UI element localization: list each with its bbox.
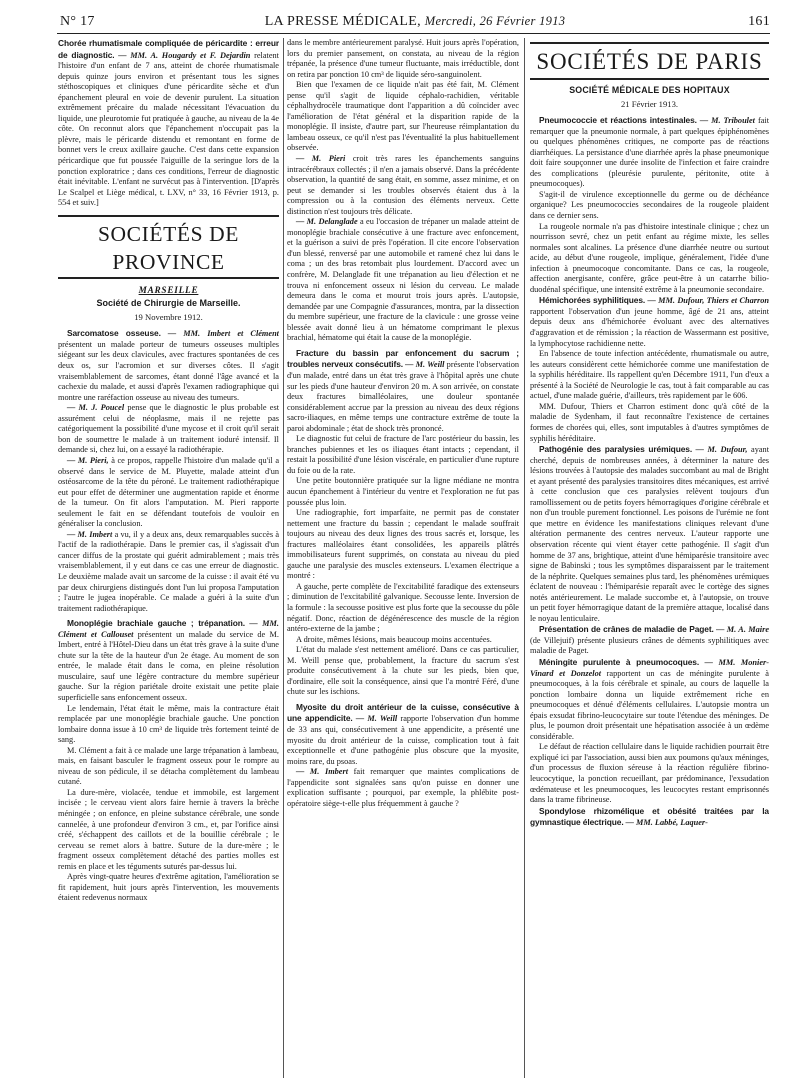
column-divider [524, 38, 525, 1078]
speaker: — M. Imbert [296, 767, 349, 777]
article-text: rapportent l'observation d'un jeune homme, âgé de 21 ans, atteint depuis deux ans d'hémichorée évoluant avec des alternatives d'aggravation et de rémission ; la réaction de Wassermann est positive, la lymphocytose rachidienne nette. [530, 306, 769, 348]
paragraph [58, 403, 279, 456]
paragraph [58, 530, 279, 614]
paragraph-text: pense que le diagnostic le plus probable est assurément celui de néoplasme, mais il ne rejette pas catégoriquement la possibilité d'une mycose et il croit qu'il serait bon de soumettre le malade à un traitement ioduré intensif. Il demande si, chez lui, on a essayé la radiothérapie. [58, 403, 279, 455]
article-authors: — MM. Labbé, Laquer- [625, 818, 708, 828]
paragraph: Une petite boutonnière pratiquée sur la ligne médiane ne montra aucun épanchement à l'intérieur du ventre et l'exploration ne fut pas poussée plus loin. [287, 476, 519, 507]
paragraph: Le défaut de réaction cellulaire dans le liquide rachidien pourrait être expliqué ici par l'association, aussi bien aux poumons qu'aux méninges, d'un processus de fluxion séreuse à la réaction régulière fibrino-leucocytique, la ponction recueillant, par prédominance, l'exsudation œdémateuse et les pneumocoques, les leucocytes restant emprisonnés dans la trame fibrineuse. [530, 742, 769, 805]
section-banner: SOCIÉTÉS DE PROVINCE [58, 215, 279, 279]
article-title: Chorée rhumatismale compliquée de péricardite : erreur de diagnostic. [58, 38, 279, 60]
article-title: Sarcomatose osseuse. [67, 328, 161, 339]
paragraph: A gauche, perte complète de l'excitabilité faradique des extenseurs ; diminution de l'excitabilité galvanique. Secousse lente. Inversion de la formule : la secousse positive est plus forte que la secousse du pôle négatif. Donc, réaction de dégénérescence des muscle de la région antéro-externe de la jambe ; [287, 581, 519, 634]
society-heading: Société de Chirurgie de Marseille. [96, 298, 241, 309]
paragraph: S'agit-il de virulence exceptionnelle du germe ou de déchéance organique? Les pneumococcies secondaires de la rougeole plaident dans ce dernier sens. [530, 189, 769, 221]
article-text: présente l'observation d'un malade, entré dans un état très grave à l'hôpital après une chute sur les pieds d'une hauteur d'environ 20 m. A son arrivée, on constate deux fractures bimalléolaires, une douleur spontanée considérablement accrue par la pression au niveau des deux régions sacro-iliaques, en même temps une contracture extrême de toute la paroi abdominale ; état de shock très prononcé. [287, 360, 519, 433]
article [530, 624, 769, 657]
session-date: 19 Novembre 1912. [134, 311, 203, 322]
article-authors: — M. Weill [355, 714, 398, 724]
article-authors: — MM. Dufour, Thiers et Charron [647, 296, 769, 306]
issue-date: Mercredi, 26 Février 1913 [424, 14, 566, 28]
article-text: rapportent un cas de méningite purulente à pneumocoques, à la fois cérébrale et spinale, au cours de laquelle la ponction lombaire donna un liquide extrêmement riche en pneumocoques et dénué d'éléments cellulaires. L'autopsie montra un épais exsudat fibrino-leucocytaire sur toute l'étendue des méninges. De plus, le poumon droit présentait une hépatisation associée à un œdème considérable. [530, 668, 769, 741]
speaker: — M. J. Poucel [67, 403, 125, 413]
paragraph [58, 456, 279, 530]
column-right [530, 38, 769, 1078]
issue-number: N° 17 [60, 14, 95, 29]
article-authors: — M. Triboulet [699, 116, 755, 126]
society-heading: SOCIÉTÉ MÉDICALE DES HOPITAUX [569, 85, 730, 95]
paragraph: dans le membre antérieurement paralysé. Huit jours après l'opération, lors du premier pansement, on constata, au niveau de la région trépanée, la présence d'une tumeur fluctuante, mais irréductible, dont on retira par ponction 10 cm³ de liquide séro-sanguinolent. [287, 38, 519, 79]
session-date: 21 Février 1913. [620, 98, 679, 109]
speaker: — M. Imbert [67, 529, 113, 539]
article [58, 328, 279, 403]
column-divider [283, 38, 284, 1078]
article-authors: — M. Dufour, [695, 445, 748, 455]
paragraph-text: croit très rares les épanchements sanguins intracérébraux collectés ; il n'en a jamais observé. Dans la précédente observation, la quantité de sang était, en somme, assez minime, et on peut se demander si les troubles observés étaient dus à la compression ou à la contusion des éléments nerveux. Cette distinction n'est toujours très délicate. [287, 154, 519, 216]
article [58, 618, 279, 703]
journal-title: LA PRESSE MÉDICALE, [264, 14, 421, 29]
article [287, 348, 519, 434]
paragraph-text: fait remarquer que maintes complications de l'appendicite sont signalées sans qu'on puisse en donner une explication suffisante ; pourquoi, par exemple, la phlébite post-opératoire siège-t-elle plus fréquemment à gauche ? [287, 767, 519, 808]
paragraph: MM. Dufour, Thiers et Charron estiment donc qu'à côté de la maladie de Sydenham, il faut reconnaître l'existence de certaines formes de chorées qui, elles, sont imputables à d'autres symptômes de syphilis héréditaire. [530, 401, 769, 443]
paragraph: Après vingt-quatre heures d'extrême agitation, l'amélioration se fit rapidement, huit jours après l'intervention, les mouvements étaient redevenus normaux [58, 872, 279, 903]
paragraph: L'état du malade s'est nettement amélioré. Dans ce cas particulier, M. Weill pense que, probablement, la fracture du sacrum s'est produite consécutivement à la chute sur les pieds, bien que, d'ordinaire, elle soit la conséquence, ainsi que l'a montré Féré, d'une chute sur les ischions. [287, 645, 519, 697]
article-text: (de Villejuif) présente plusieurs crânes de déments syphilitiques avec maladie de Paget. [530, 635, 769, 656]
article-title: Myosite du droit antérieur de la cuisse, consécutive à une appendicite. [287, 701, 519, 724]
paragraph: Bien que l'examen de ce liquide n'ait pas été fait, M. Clément pense qu'il s'agit de liquide céphalo-rachidien, véritable céphalhydrocèle traumatique dont l'apparition a dû coïncider avec l'amélioration de l'état général et la disparition rapide de la monoplégie. Il insiste, d'autre part, sur l'heureuse réimplantation du lambeau osseux, ce qu'il n'est pas l'éventualité la plus habituellement observée. [287, 80, 519, 153]
section-banner: SOCIÉTÉS DE PARIS [530, 42, 769, 80]
article [58, 38, 279, 209]
paragraph: M. Clément a fait à ce malade une large trépanation à lambeau, mais, en faisant basculer le fragment osseux pour le rompre au niveau de son pédicule, il se détacha complètement du lambeau cutané. [58, 745, 279, 787]
paragraph: La dure-mère, violacée, tendue et immobile, est largement incisée ; le cerveau vient alors faire hernie à travers la brèche méningée ; on enfonce, en pleine substance cérébrale, une sonde cannelée, à une profondeur d'environ 3 cm., et, par l'orifice ainsi créé, s'échappent des caillots et de la bouillie cérébrale ; le cerveau se remet alors à battre. Suture de la dure-mère ; le fragment osseux complètement détaché des parties molles est remis en place et les téguments suturés par-dessus lui. [58, 787, 279, 871]
article-title: Spondylose rhizomélique et obésité traitées par la gymnastique électrique. [530, 805, 769, 828]
article-title: Présentation de crânes de maladie de Paget. [539, 624, 714, 635]
paragraph: Une radiographie, fort imparfaite, ne permit pas de constater nettement une fracture du bassin ; cependant le malade souffrait toujours au niveau des deux lignes des trous sacrés et, lorsque, les fractures malléolaires étant consolidées, les appareils plâtrés immobilisateurs furent supprimés, on constata au niveau du pied gauche une paralysie des muscles extenseurs. L'examen électrique a montré : [287, 508, 519, 581]
header-rule [57, 33, 770, 34]
article-text: fait remarquer que la pneumonie normale, à part quelques épiphénomènes ou quelques phénomènes critiques, ne comporte pas de réactions diarrhéiques. La persistance d'une diarrhée après la phase pneumonique doit faire soupçonner une durée insolite de l'infection et faire craindre des complications (pleurésie purulente, péritonite, otite à pneumocoques). [530, 116, 769, 189]
paragraph: La rougeole normale n'a pas d'histoire intestinale clinique ; chez un nourrisson sevré, chez un petit enfant au régime mixte, les selles normales sont alcalines. La présence d'une diarrhée neutre ou surtout acide, au début d'une rougeole, implique, généralement, l'idée d'une infection à pneumocoque concomitante. Dans ce cas, la rougeole, affection anergisante, confère, grâce peut-être à un catarrhe bilio-duodénal spécifique, une intensité extrême à la pneumonie secondaire. [530, 221, 769, 294]
paragraph: A droite, mêmes lésions, mais beaucoup moins accentuées. [296, 634, 492, 644]
article-text: présentent un malade porteur de tumeurs osseuses multiples siégeant sur les deux clavicules, avec fractures spontanées de ces deux os, sur l'acromion et sur diverses côtes. Il s'agit vraisemblablement de sarcomes, étant donné l'âge avancé et la cachexie du malade, et aussi d'après l'examen radiographique qui montre une raréfaction osseuse au niveau des tumeurs. [58, 339, 279, 402]
article-authors: — M. A. Maire [716, 625, 769, 635]
article [530, 806, 769, 829]
speaker: — M. Delanglade [296, 217, 358, 227]
running-header [60, 14, 770, 32]
article-text: ayant cherché, depuis de nombreuses années, à déterminer la nature des lésions trouvées à l'autopsie des malades succombant au mal de Bright et ayant présenté des paralysies transitoires dites mécaniques, est arrivé à cette conclusion que ces paralysies relèvent toujours d'un ramollissement ou de petits foyers hémorragiques d'origine cérébrale et non d'un trouble purement fonctionnel. Les poisons de l'urémie ne font que mettre en évidence les manifestations cliniques relevant d'une altération permanente des centres nerveux. L'auteur rapporte une observation récente qui vient étayer cette pathogénie. Il s'agit d'un homme de 37 ans, brightique, atteint d'une hémiparésie transitoire avec signe de Babinski ; tous les symptômes disparaissent par le traitement de la néphrite. Quelques semaines plus tard, les phénomènes urémiques éclatent de nouveau : l'hémiparésie reparaît avec le cortège des signes notés antérieurement. Le malade succombe et, à l'autopsie, on trouve un petit foyer hémorragique datant de la première attaque, localisé dans le noyau lenticulaire. [530, 445, 769, 623]
article-text: présentent un malade du service de M. Imbert, entré à l'Hôtel-Dieu dans un état très grave à la suite d'une chute sur la tête de la hauteur d'un 2e étage. Au moment de son entrée, le malade était dans le coma, en pleine résolution musculaire, sauf une légère contracture du membre supérieur gauche. Sur la région pariétale droite existait une petite plaie superficielle sans enfoncement osseux. [58, 629, 279, 702]
speaker: — M. Pieri [296, 154, 346, 164]
column-left [58, 38, 279, 1078]
speaker: — M. Pieri, [67, 455, 109, 465]
city-heading: MARSEILLE [138, 284, 199, 295]
paragraph: Le diagnostic fut celui de fracture de l'arc postérieur du bassin, les branches pubiennes et les os iliaques étant intacts ; cependant, il restait la possibilité d'une lésion viscérale, en particulier d'une rupture du foie ou de la rate. [287, 434, 519, 475]
paragraph-text: a vu, il y a deux ans, deux remarquables succès à l'actif de la radiothérapie. Dans le premier cas, il s'agissait d'un cancer diffus de la prostate qui guérit admirablement ; mais très vraisemblablement, il y eut dans ce cas une erreur de diagnostic. Le deuxième malade avait un sarcome de la cuisse : il avait été vu par deux chirurgiens distingués dont l'un lui proposa l'amputation ; l'autre le jugea inopérable. Ce malade a guéri à la suite d'un traitement radiothérapique. [58, 529, 279, 613]
article-title: Pathogénie des paralysies urémiques. [539, 444, 693, 455]
article [530, 657, 769, 742]
masthead [60, 14, 770, 30]
article [530, 295, 769, 349]
paragraph-text: a eu l'occasion de trépaner un malade atteint de monoplégie brachiale consécutive à une fracture avec enfoncement, et la guérison a suivi de près l'opération. Il cite encore l'observation d'un blessé, renversé par une automobile et ramené chez lui dans le coma ; un des bras retombait plus lourdement. D'accord avec un confrère, M. Delanglade fit une trépanation au lieu d'élection et ne trouva ni enfoncement osseux ni lésion du cerveau. Le malade demeura dans le coma et mourut trois jours après. L'autopsie, demandée par une Compagnie d'assurances, montra, par la dissection du membre supérieur, une fracture de la clavicule : une grosse veine blessée avait donné lieu à un hématome comprimant le plexus brachial, hématome qui était la cause de la monoplégie. [287, 217, 519, 343]
article-authors: — MM. A. Hougardy et F. Dejardin [118, 50, 251, 60]
paragraph [287, 217, 519, 344]
article-title: Pneumococcie et réactions intestinales. [539, 115, 697, 126]
page-number: 161 [748, 14, 770, 29]
article-title: Hémichorées syphilitiques. [539, 295, 646, 306]
article-text: rapporte l'observation d'un homme de 33 ans qui, consécutivement à une appendicite, a présenté une myosite du droit antérieur de la cuisse, complication tout à fait exceptionnelle et d'une pathogénie plus obscure que la myosite, moins rare, du psoas. [287, 714, 519, 766]
article-title: Monoplégie brachiale gauche ; trépanation. [67, 618, 245, 629]
column-middle [287, 38, 519, 1078]
article-authors: — MM. Monier-Vinard et Donzelot [530, 657, 769, 678]
article-authors: — M. Weill [405, 360, 445, 370]
paragraph: En l'absence de toute infection antécédente, rhumatismale ou autre, les auteurs considèrent cette hémichorée comme une manifestation de la syphilis héréditaire. Ils rappellent qu'en Décembre 1911, l'un d'eux a présenté à la Société de Neurologie le cas, tout à fait comparable au cas actuel, d'une malade guérie, d'ailleurs, très rapidement par le 606. [530, 349, 769, 401]
article-title: Fracture du bassin par enfoncement du sacrum ; troubles nerveux consécutifs. [287, 347, 519, 370]
article-authors: — MM. Imbert et Clément [167, 329, 279, 339]
article-title: Méningite purulente à pneumocoques. [539, 656, 700, 667]
paragraph-text: à ce propos, rappelle l'histoire d'un malade qu'il a observé dans le service de M. Pluyette, malade atteint d'un ostéosarcome de la tête du péroné. Le traitement radiothérapique eut pour effet de déterminer une augmentation rapide et énorme de la tumeur. On fit alors l'amputation. M. Pieri rapporte seulement le fait en se défendant toutefois de vouloir en généraliser la conclusion. [58, 455, 279, 529]
article-authors: — MM. Clément et Callouset [58, 619, 279, 639]
paragraph [287, 154, 519, 217]
article [530, 115, 769, 190]
paragraph: Le lendemain, l'état était le même, mais la contracture était remplacée par une monoplégie brachiale gauche. Une ponction lombaire donna issue à 10 cm³ de liquide très fortement teinté de sang. [58, 703, 279, 745]
article [287, 702, 519, 767]
article-text: relatent l'histoire d'un enfant de 7 ans, atteint de chorée rhumatismale depuis quinze jours environ et présentant tous les signes stéthoscopiques et cliniques d'une péricardite sèche et d'un épanchement pleural en voie de devenir purulent. La situation extrêmement précaire du malade nécessitant l'évacuation du liquide, une pleurotomie fut pratiquée à gauche, au niveau de la 4e côte. On reconnut alors que l'épanchement n'occupait pas la plèvre, mais le péricarde distendu et remontant en forme de bonnet vers le creux axillaire gauche. C'est dans cette expansion péricardique que fut poussée l'aiguille de la seringue lors de la ponction exploratrice ; dans ces conditions, l'erreur de diagnostic était inévitable. L'enfant ne survécut pas à l'intervention. [D'après Le Scalpel et Liège médical, t. LXV, n° 33, 16 Février 1913, p. 554 et suiv.] [58, 50, 279, 208]
article [530, 444, 769, 624]
paragraph [287, 767, 519, 809]
